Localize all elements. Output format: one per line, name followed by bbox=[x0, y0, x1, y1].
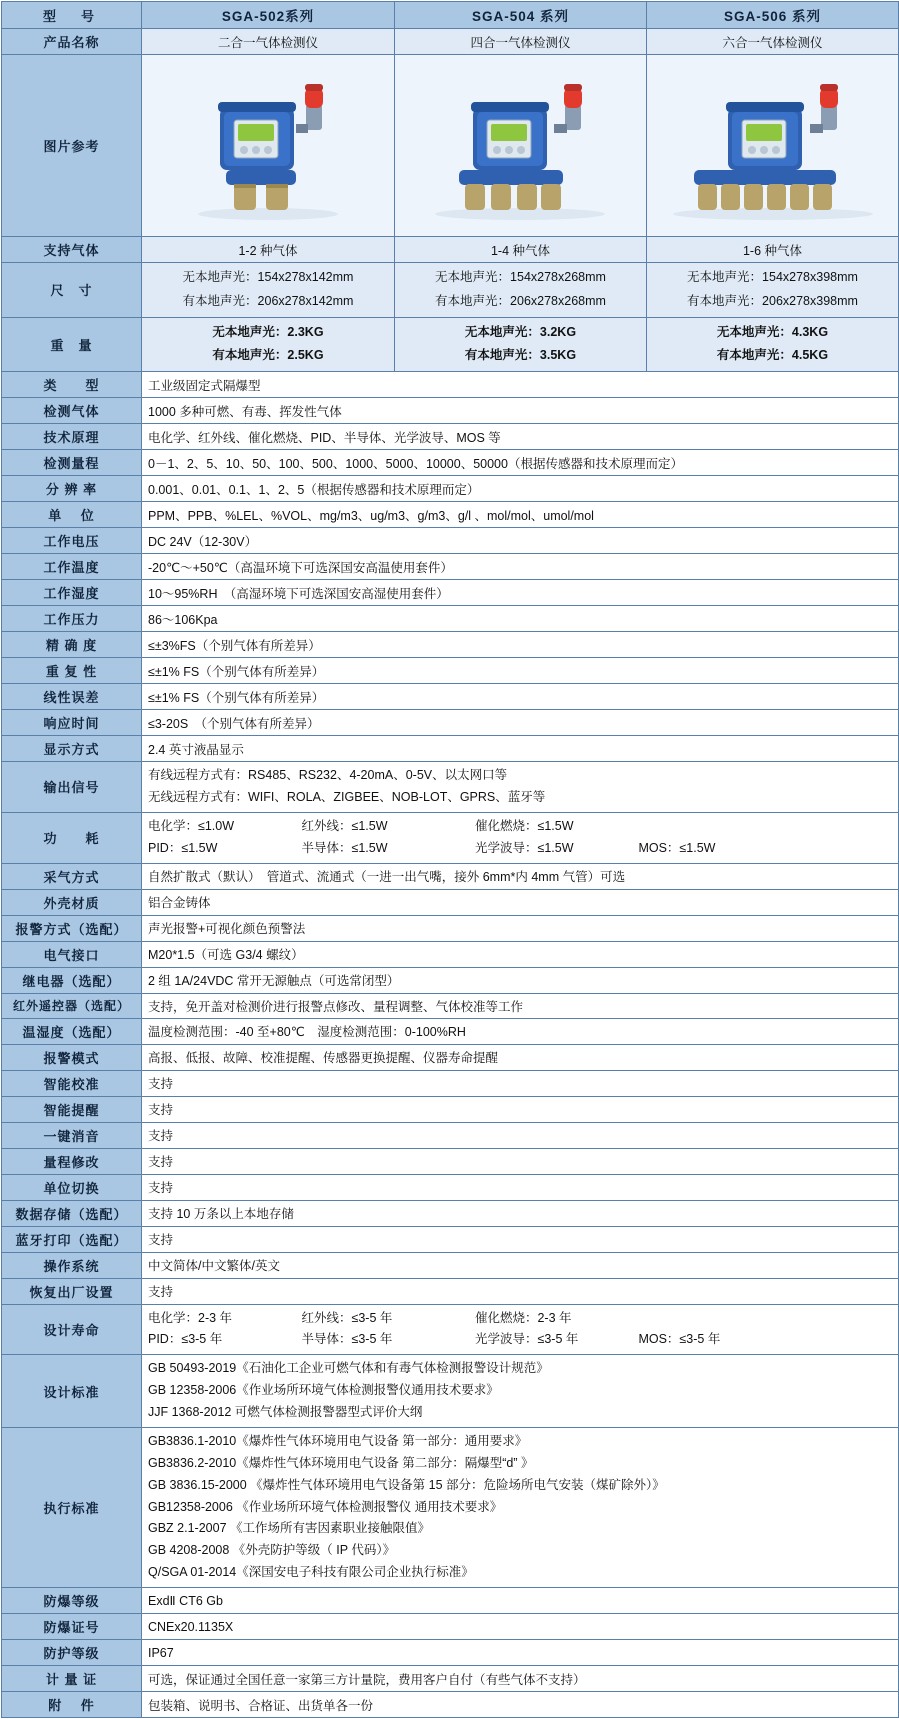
row-label-ex-level: 防爆等级 bbox=[2, 1588, 142, 1614]
row-label-bt-print: 蓝牙打印（选配） bbox=[2, 1226, 142, 1252]
size-506 bbox=[647, 263, 899, 318]
row-label-ip-level: 防护等级 bbox=[2, 1640, 142, 1666]
life-value bbox=[142, 1304, 899, 1355]
product-image-502 bbox=[142, 55, 395, 237]
size-506-line2: 有本地声光：206x278x398mm bbox=[687, 293, 858, 308]
life-semiconductor: 半导体：≤3-5 年 bbox=[301, 1332, 393, 1347]
table-row-ex-cert bbox=[2, 1614, 899, 1640]
product-name-502: 二合一气体检测仪 bbox=[142, 29, 395, 55]
design-std-line1: GB 50493-2019《石油化工企业可燃气体和有毒气体检测报警设计规范》 bbox=[148, 1361, 549, 1376]
table-row-os bbox=[2, 1252, 899, 1278]
one-key-value: 支持 bbox=[142, 1122, 899, 1148]
table-row-range bbox=[2, 450, 899, 476]
row-label-type: 类 型 bbox=[2, 372, 142, 398]
life-optical: 光学波导：≤3-5 年 bbox=[474, 1332, 579, 1347]
size-502 bbox=[142, 263, 395, 318]
exec-std-line7: Q/SGA 01-2014《深国安电子科技有限公司企业执行标准》 bbox=[148, 1565, 474, 1580]
row-label-smart-cal: 智能校准 bbox=[2, 1070, 142, 1096]
exec-std-line3: GB 3836.15-2000 《爆炸性气体环境用电气设备第 15 部分：危险场所电气安装（煤矿除外）》 bbox=[148, 1477, 665, 1492]
row-label-weight: 重 量 bbox=[2, 317, 142, 372]
ex-level-value: ExdⅡ CT6 Gb bbox=[142, 1588, 899, 1614]
factory-reset-value: 支持 bbox=[142, 1278, 899, 1304]
exec-std-line1: GB3836.1-2010《爆炸性气体环境用电气设备 第一部分：通用要求》 bbox=[148, 1433, 528, 1448]
row-label-resolution: 分 辨 率 bbox=[2, 476, 142, 502]
row-label-accessories: 附 件 bbox=[2, 1692, 142, 1718]
row-label-design-std: 设计标准 bbox=[2, 1355, 142, 1428]
table-row-factory-reset bbox=[2, 1278, 899, 1304]
table-row-detect-gas bbox=[2, 398, 899, 424]
life-line2 bbox=[148, 1329, 892, 1351]
row-label-repeat: 重 复 性 bbox=[2, 658, 142, 684]
size-502-line2: 有本地声光：206x278x142mm bbox=[182, 293, 354, 308]
table-row-electrical bbox=[2, 941, 899, 967]
storage-value: 支持 10 万条以上本地存储 bbox=[142, 1200, 899, 1226]
table-row-life bbox=[2, 1304, 899, 1355]
table-row-remote bbox=[2, 993, 899, 1018]
row-label-relay: 继电器（选配） bbox=[2, 967, 142, 993]
table-row-design-std bbox=[2, 1355, 899, 1428]
table-row-shell bbox=[2, 889, 899, 915]
table-row-work-press bbox=[2, 606, 899, 632]
table-row-size bbox=[2, 263, 899, 318]
row-label-model: 型 号 bbox=[2, 2, 142, 29]
weight-502-line2: 有本地声光：2.5KG bbox=[212, 348, 324, 363]
table-row-alarm-mode bbox=[2, 1044, 899, 1070]
life-infrared: 红外线：≤3-5 年 bbox=[301, 1310, 393, 1325]
table-row-image bbox=[2, 55, 899, 237]
exec-std-line2: GB3836.2-2010《爆炸性气体环境用电气设备 第二部分：隔爆型“d” 》 bbox=[148, 1455, 534, 1470]
row-label-support-gas: 支持气体 bbox=[2, 237, 142, 263]
row-label-image: 图片参考 bbox=[2, 55, 142, 237]
row-label-power: 功 耗 bbox=[2, 812, 142, 863]
row-label-range: 检测量程 bbox=[2, 450, 142, 476]
table-row-range-mod bbox=[2, 1148, 899, 1174]
row-label-one-key: 一键消音 bbox=[2, 1122, 142, 1148]
row-label-shell: 外壳材质 bbox=[2, 889, 142, 915]
spec-sheet bbox=[0, 1, 899, 1718]
output-line2: 无线远程方式有：WIFI、ROLA、ZIGBEE、NOB-LOT、GPRS、蓝牙等 bbox=[148, 789, 546, 804]
voltage-value: DC 24V（12-30V） bbox=[142, 528, 899, 554]
row-label-response: 响应时间 bbox=[2, 710, 142, 736]
exec-std-line5: GBZ 2.1-2007 《工作场所有害因素职业接触限值》 bbox=[148, 1521, 430, 1536]
exec-std-line4: GB12358-2006 《作业场所环境气体检测报警仪 通用技术要求》 bbox=[148, 1499, 503, 1514]
power-value bbox=[142, 812, 899, 863]
weight-504-line2: 有本地声光：3.5KG bbox=[464, 348, 577, 363]
table-row-sampling bbox=[2, 863, 899, 889]
row-label-life: 设计寿命 bbox=[2, 1304, 142, 1355]
alarm-mode-value: 高报、低报、故障、校准提醒、传感器更换提醒、仪器寿命提醒 bbox=[142, 1044, 899, 1070]
table-row-alarm-way bbox=[2, 915, 899, 941]
table-row-one-key bbox=[2, 1122, 899, 1148]
row-label-os: 操作系统 bbox=[2, 1252, 142, 1278]
range-value: 0－1、2、5、10、50、100、500、1000、5000、10000、50000（根据传感器和技术原理而定） bbox=[142, 450, 899, 476]
row-label-display: 显示方式 bbox=[2, 736, 142, 762]
row-label-detect-gas: 检测气体 bbox=[2, 398, 142, 424]
table-row-work-temp bbox=[2, 554, 899, 580]
product-image-504 bbox=[395, 55, 647, 237]
table-row-repeat bbox=[2, 658, 899, 684]
support-gas-504: 1-4 种气体 bbox=[395, 237, 647, 263]
detect-gas-value: 1000 多种可燃、有毒、挥发性气体 bbox=[142, 398, 899, 424]
table-row-type bbox=[2, 372, 899, 398]
power-semiconductor: 半导体：≤1.5W bbox=[301, 840, 388, 855]
row-label-work-temp: 工作温度 bbox=[2, 554, 142, 580]
life-line1 bbox=[148, 1308, 892, 1330]
table-row-linear bbox=[2, 684, 899, 710]
power-pid: PID：≤1.5W bbox=[148, 840, 218, 855]
row-label-factory-reset: 恢复出厂设置 bbox=[2, 1278, 142, 1304]
weight-504-line1: 无本地声光：3.2KG bbox=[464, 324, 577, 339]
table-row-accessories bbox=[2, 1692, 899, 1718]
weight-506-line2: 有本地声光：4.5KG bbox=[716, 348, 829, 363]
row-label-principle: 技术原理 bbox=[2, 424, 142, 450]
row-label-smart-remind: 智能提醒 bbox=[2, 1096, 142, 1122]
size-506-line1: 无本地声光：154x278x398mm bbox=[687, 270, 858, 284]
table-row-product-name bbox=[2, 29, 899, 55]
smart-cal-value: 支持 bbox=[142, 1070, 899, 1096]
row-label-unit: 单 位 bbox=[2, 502, 142, 528]
model-506: SGA-506 系列 bbox=[647, 2, 899, 29]
row-label-work-humid: 工作湿度 bbox=[2, 580, 142, 606]
life-electrochemical: 电化学：2-3 年 bbox=[148, 1310, 233, 1325]
weight-502-line1: 无本地声光：2.3KG bbox=[212, 324, 324, 339]
output-line1: 有线远程方式有：RS485、RS232、4-20mA、0-5V、以太网口等 bbox=[148, 768, 508, 782]
weight-502 bbox=[142, 317, 395, 372]
os-value: 中文简体/中文繁体/英文 bbox=[142, 1252, 899, 1278]
table-row-support-gas bbox=[2, 237, 899, 263]
principle-value: 电化学、红外线、催化燃烧、PID、半导体、光学波导、MOS 等 bbox=[142, 424, 899, 450]
support-gas-502: 1-2 种气体 bbox=[142, 237, 395, 263]
accessories-value: 包装箱、说明书、合格证、出货单各一份 bbox=[142, 1692, 899, 1718]
ex-cert-value: CNEx20.1135X bbox=[142, 1614, 899, 1640]
life-pid: PID：≤3-5 年 bbox=[148, 1332, 223, 1347]
exec-std-line6: GB 4208-2008 《外壳防护等级（ IP 代码）》 bbox=[148, 1543, 396, 1558]
table-row-smart-cal bbox=[2, 1070, 899, 1096]
row-label-work-press: 工作压力 bbox=[2, 606, 142, 632]
resolution-value: 0.001、0.01、0.1、1、2、5（根据传感器和技术原理而定） bbox=[142, 476, 899, 502]
power-infrared: 红外线：≤1.5W bbox=[301, 818, 388, 833]
ip-level-value: IP67 bbox=[142, 1640, 899, 1666]
model-502: SGA-502系列 bbox=[142, 2, 395, 29]
display-value: 2.4 英寸液晶显示 bbox=[142, 736, 899, 762]
accuracy-value: ≤±3%FS（个别气体有所差异） bbox=[142, 632, 899, 658]
bt-print-value: 支持 bbox=[142, 1226, 899, 1252]
life-catalytic: 催化燃烧：2-3 年 bbox=[474, 1310, 572, 1325]
specification-table bbox=[1, 1, 899, 1718]
table-row-voltage bbox=[2, 528, 899, 554]
row-label-voltage: 工作电压 bbox=[2, 528, 142, 554]
table-row-smart-remind bbox=[2, 1096, 899, 1122]
weight-504 bbox=[395, 317, 647, 372]
row-label-output: 输出信号 bbox=[2, 762, 142, 813]
alarm-way-value: 声光报警+可视化颜色预警法 bbox=[142, 915, 899, 941]
table-row-temp-humid bbox=[2, 1018, 899, 1044]
range-mod-value: 支持 bbox=[142, 1148, 899, 1174]
table-row-bt-print bbox=[2, 1226, 899, 1252]
table-row-metrology bbox=[2, 1666, 899, 1692]
sampling-value: 自然扩散式（默认） 管道式、流通式（一进一出气嘴，接外 6mm*内 4mm 气管）可选 bbox=[142, 863, 899, 889]
weight-506 bbox=[647, 317, 899, 372]
row-label-accuracy: 精 确 度 bbox=[2, 632, 142, 658]
detector-illustration-4in1 bbox=[413, 62, 628, 227]
design-std-line3: JJF 1368-2012 可燃气体检测报警器型式评价大纲 bbox=[148, 1405, 423, 1419]
table-row-display bbox=[2, 736, 899, 762]
size-504-line2: 有本地声光：206x278x268mm bbox=[435, 293, 606, 308]
table-row-principle bbox=[2, 424, 899, 450]
row-label-metrology: 计 量 证 bbox=[2, 1666, 142, 1692]
relay-value: 2 组 1A/24VDC 常开无源触点（可选常闭型） bbox=[142, 967, 899, 993]
detector-illustration-2in1 bbox=[168, 62, 368, 227]
size-504-line1: 无本地声光：154x278x268mm bbox=[435, 270, 606, 284]
smart-remind-value: 支持 bbox=[142, 1096, 899, 1122]
row-label-product-name: 产品名称 bbox=[2, 29, 142, 55]
table-row-work-humid bbox=[2, 580, 899, 606]
power-catalytic: 催化燃烧：≤1.5W bbox=[474, 818, 574, 833]
table-row-resolution bbox=[2, 476, 899, 502]
table-row-storage bbox=[2, 1200, 899, 1226]
work-press-value: 86～106Kpa bbox=[142, 606, 899, 632]
remote-value: 支持，免开盖对检测价进行报警点修改、量程调整、气体校准等工作 bbox=[142, 993, 899, 1018]
temp-humid-value: 温度检测范围：-40 至+80℃ 湿度检测范围：0-100%RH bbox=[142, 1018, 899, 1044]
model-504: SGA-504 系列 bbox=[395, 2, 647, 29]
output-value bbox=[142, 762, 899, 813]
table-row-accuracy bbox=[2, 632, 899, 658]
row-label-alarm-mode: 报警模式 bbox=[2, 1044, 142, 1070]
work-temp-value: -20℃～+50℃（高温环境下可选深国安高温使用套件） bbox=[142, 554, 899, 580]
detector-illustration-6in1 bbox=[658, 62, 888, 227]
row-label-remote: 红外遥控器（选配） bbox=[2, 993, 142, 1018]
work-humid-value: 10～95%RH （高湿环境下可选深国安高湿使用套件） bbox=[142, 580, 899, 606]
row-label-unit-switch: 单位切换 bbox=[2, 1174, 142, 1200]
power-optical: 光学波导：≤1.5W bbox=[474, 840, 574, 855]
power-line1 bbox=[148, 816, 892, 838]
row-label-temp-humid: 温湿度（选配） bbox=[2, 1018, 142, 1044]
unit-switch-value: 支持 bbox=[142, 1174, 899, 1200]
product-image-506 bbox=[647, 55, 899, 237]
metrology-value: 可选，保证通过全国任意一家第三方计量院，费用客户自付（有些气体不支持） bbox=[142, 1666, 899, 1692]
row-label-range-mod: 量程修改 bbox=[2, 1148, 142, 1174]
table-row-ex-level bbox=[2, 1588, 899, 1614]
exec-std-value bbox=[142, 1427, 899, 1587]
table-row-unit-switch bbox=[2, 1174, 899, 1200]
row-label-size: 尺 寸 bbox=[2, 263, 142, 318]
table-row-exec-std bbox=[2, 1427, 899, 1587]
table-row-ip-level bbox=[2, 1640, 899, 1666]
table-row-relay bbox=[2, 967, 899, 993]
life-mos: MOS：≤3-5 年 bbox=[638, 1332, 721, 1347]
response-value: ≤3-20S （个别气体有所差异） bbox=[142, 710, 899, 736]
table-row-output bbox=[2, 762, 899, 813]
linear-value: ≤±1% FS（个别气体有所差异） bbox=[142, 684, 899, 710]
table-row-power bbox=[2, 812, 899, 863]
row-label-linear: 线性误差 bbox=[2, 684, 142, 710]
row-label-electrical: 电气接口 bbox=[2, 941, 142, 967]
row-label-ex-cert: 防爆证号 bbox=[2, 1614, 142, 1640]
unit-value: PPM、PPB、%LEL、%VOL、mg/m3、ug/m3、g/m3、g/l 、mol/mol、umol/mol bbox=[142, 502, 899, 528]
design-std-value bbox=[142, 1355, 899, 1428]
table-row-unit bbox=[2, 502, 899, 528]
row-label-alarm-way: 报警方式（选配） bbox=[2, 915, 142, 941]
power-electrochemical: 电化学：≤1.0W bbox=[148, 818, 235, 833]
design-std-line2: GB 12358-2006《作业场所环境气体检测报警仪通用技术要求》 bbox=[148, 1383, 499, 1398]
repeat-value: ≤±1% FS（个别气体有所差异） bbox=[142, 658, 899, 684]
power-line2 bbox=[148, 838, 892, 860]
shell-value: 铝合金铸体 bbox=[142, 889, 899, 915]
support-gas-506: 1-6 种气体 bbox=[647, 237, 899, 263]
product-name-504: 四合一气体检测仪 bbox=[395, 29, 647, 55]
electrical-value: M20*1.5（可选 G3/4 螺纹） bbox=[142, 941, 899, 967]
table-row-model bbox=[2, 2, 899, 29]
product-name-506: 六合一气体检测仪 bbox=[647, 29, 899, 55]
size-502-line1: 无本地声光：154x278x142mm bbox=[182, 270, 354, 284]
size-504 bbox=[395, 263, 647, 318]
weight-506-line1: 无本地声光：4.3KG bbox=[716, 324, 829, 339]
type-value: 工业级固定式隔爆型 bbox=[142, 372, 899, 398]
row-label-sampling: 采气方式 bbox=[2, 863, 142, 889]
table-row-weight bbox=[2, 317, 899, 372]
row-label-exec-std: 执行标准 bbox=[2, 1427, 142, 1587]
power-mos: MOS：≤1.5W bbox=[638, 840, 716, 855]
row-label-storage: 数据存储（选配） bbox=[2, 1200, 142, 1226]
table-row-response bbox=[2, 710, 899, 736]
